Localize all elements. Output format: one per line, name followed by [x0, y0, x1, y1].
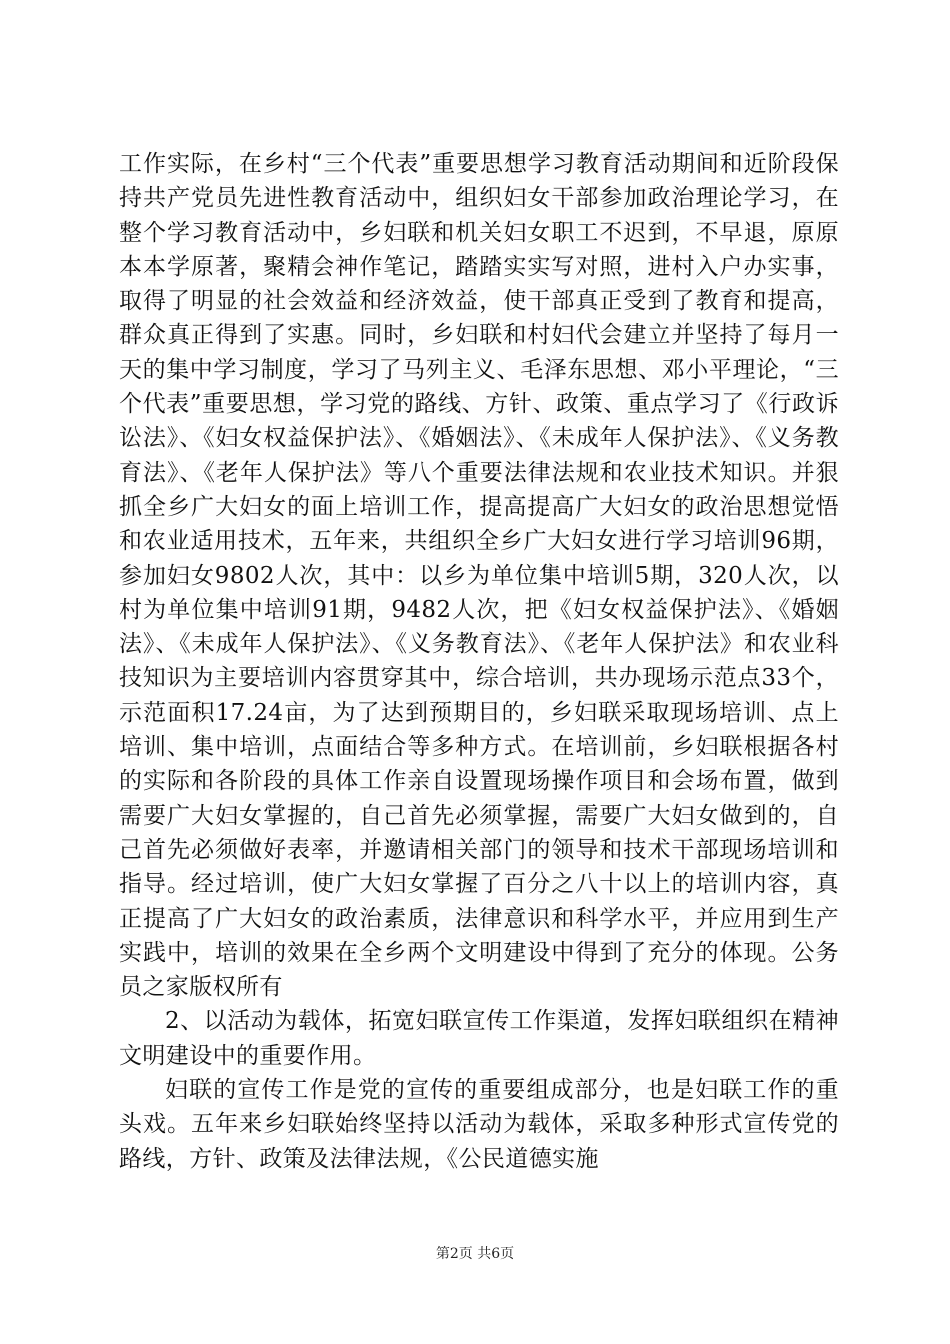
page-number-footer: 第2页 共6页 — [435, 1246, 515, 1262]
paragraph-training-summary: 工作实际，在乡村“三个代表”重要思想学习教育活动期间和近阶段保持共产党员先进性教育活动中，组织妇女干部参加政治理论学习，在整个学习教育活动中，乡妇联和机关妇女职工不迟到，不早退，原原本本学原著，聚精会神作笔记，踏踏实实写对照，进村入户办实事，取得了明显的社会效益和经济效益，使干部真正受到了教育和提高，群众真正得到了实惠。同时，乡妇联和村妇代会建立并坚持了每月一天的集中学习制度，学习了马列主义、毛泽东思想、邓小平理论，“三个代表”重要思想，学习党的路线、方针、政策、重点学习了《行政诉讼法》、《妇女权益保护法》、《婚姻法》、《未成年人保护法》、《义务教育法》、《老年人保护法》等八个重要法律法规和农业技术知识。并狠抓全乡广大妇女的面上培训工作，提高提高广大妇女的政治思想觉悟和农业适用技术，五年来，共组织全乡广大妇女进行学习培训96期，参加妇女9802人次，其中：以乡为单位集中培训5期，320人次，以村为单位集中培训91期，9482人次，把《妇女权益保护法》、《婚姻法》、《未成年人保护法》、《义务教育法》、《老年人保护法》和农业科技知识为主要培训内容贯穿其中，综合培训，共办现场示范点33个，示范面积17.24亩，为了达到预期目的，乡妇联采取现场培训、点上培训、集中培训，点面结合等多种方式。在培训前，乡妇联根据各村的实际和各阶段的具体工作亲自设置现场操作项目和会场布置，做到需要广大妇女掌握的，自己首先必须掌握，需要广大妇女做到的，自己首先必须做好表率，并邀请相关部门的领导和技术干部现场培训和指导。经过培训，使广大妇女掌握了百分之八十以上的培训内容，真正提高了广大妇女的政治素质，法律意识和科学水平，并应用到生产实践中，培训的效果在全乡两个文明建设中得到了充分的体现。公务员之家版权所有 — [119, 151, 839, 1001]
paragraph-publicity-work: 妇联的宣传工作是党的宣传的重要组成部分，也是妇联工作的重头戏。五年来乡妇联始终坚持以活动为载体，采取多种形式宣传党的路线，方针、政策及法律法规，《公民道德实施 — [119, 1077, 839, 1172]
paragraph-section-heading: 2、以活动为载体，拓宽妇联宣传工作渠道，发挥妇联组织在精神文明建设中的重要作用。 — [119, 1008, 839, 1069]
document-body — [119, 147, 839, 1176]
